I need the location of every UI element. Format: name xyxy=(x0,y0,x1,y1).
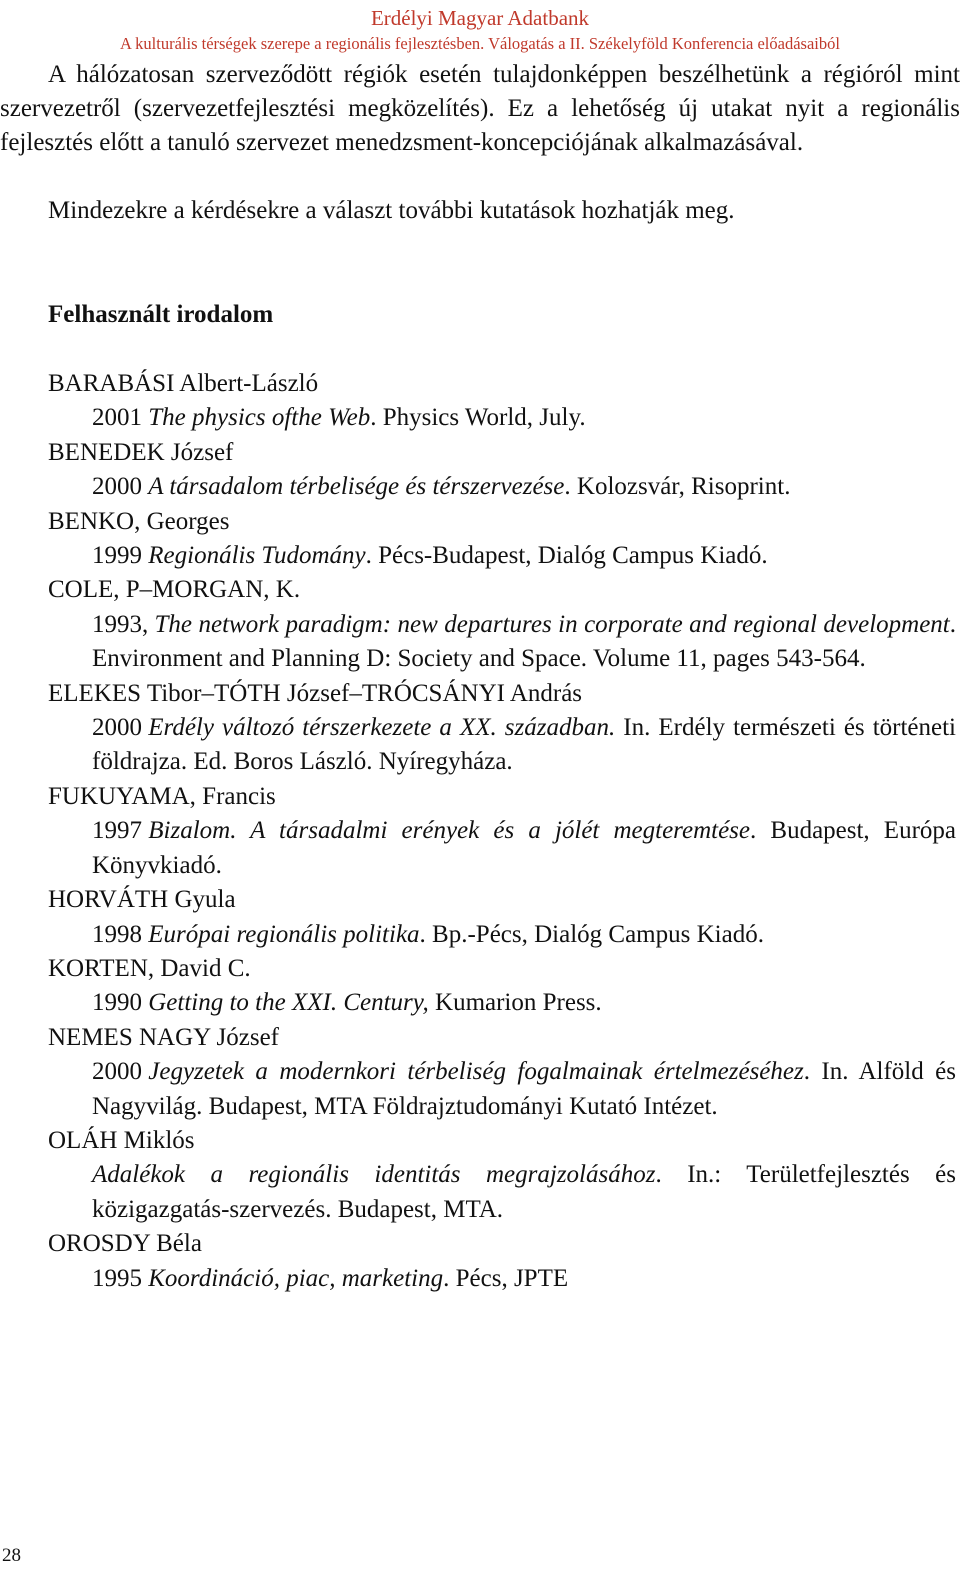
reference-year: 2000 xyxy=(92,714,142,742)
reference-title: Bizalom. A társadalmi erények és a jólét megteremtése xyxy=(148,817,751,845)
reference-year: 1993, xyxy=(92,610,149,638)
reference-details: In. Erdély természeti és történeti földrajza. Ed. Boros László. Nyíregyháza. xyxy=(92,714,956,776)
reference-author: NEMES NAGY József xyxy=(48,1023,279,1051)
reference-item xyxy=(0,780,960,883)
reference-year: 1990 xyxy=(92,989,142,1017)
body-paragraph: Mindezekre a kérdésekre a választ további kutatások hozhatják meg. xyxy=(48,197,735,224)
reference-body xyxy=(92,986,956,1020)
reference-author: HORVÁTH Gyula xyxy=(48,886,236,914)
reference-title: The physics ofthe Web xyxy=(148,404,371,432)
reference-year: 2001 xyxy=(92,404,142,432)
reference-details: . Budapest, Európa Könyvkiadó. xyxy=(92,817,956,879)
reference-details: . Kolozsvár, Risoprint. xyxy=(564,473,791,501)
reference-title: Koordináció, piac, marketing xyxy=(148,1264,444,1292)
reference-author: FUKUYAMA, Francis xyxy=(48,782,276,810)
reference-details: . Pécs-Budapest, Dialóg Campus Kiadó. xyxy=(365,542,768,570)
section-heading: Felhasznált irodalom xyxy=(48,301,274,328)
reference-author: OLÁH Miklós xyxy=(48,1126,195,1154)
reference-author: KORTEN, David C. xyxy=(48,954,251,982)
reference-body xyxy=(92,539,956,573)
reference-body xyxy=(92,1262,956,1296)
reference-author: BENKO, Georges xyxy=(48,507,230,535)
reference-item xyxy=(0,952,960,1021)
reference-item xyxy=(0,1124,960,1227)
reference-year: 1995 xyxy=(92,1264,142,1292)
reference-body xyxy=(92,918,956,952)
reference-details: . In. Alföld és Nagyvilág. Budapest, MTA Földrajztudományi Kutató Intézet. xyxy=(92,1058,956,1120)
reference-item xyxy=(0,367,960,436)
header-subtitle: A kulturális térségek szerepe a regionális fejlesztésben. Válogatás a II. Székelyföld Konferencia előadásaiból xyxy=(120,34,840,53)
reference-body xyxy=(92,401,956,435)
reference-body xyxy=(92,711,956,780)
reference-item xyxy=(0,1021,960,1124)
reference-year: 1997 xyxy=(92,817,142,845)
reference-author: OROSDY Béla xyxy=(48,1230,202,1258)
reference-item xyxy=(0,505,960,574)
reference-details: . Physics World, July. xyxy=(370,404,586,432)
reference-title: Erdély változó térszerkezete a XX. században. xyxy=(148,714,616,742)
reference-item xyxy=(0,436,960,505)
reference-details: . Pécs, JPTE xyxy=(443,1264,569,1292)
reference-body xyxy=(92,1055,956,1124)
reference-details: . In.: Területfejlesztés és közigazgatás-szervezés. Budapest, MTA. xyxy=(92,1161,956,1223)
reference-year: 1998 xyxy=(92,920,142,948)
reference-author: BENEDEK József xyxy=(48,438,234,466)
reference-body xyxy=(92,814,956,883)
reference-list xyxy=(0,367,960,1296)
reference-item xyxy=(0,677,960,780)
reference-title: Jegyzetek a modernkori térbeliség fogalmainak értelmezéséhez xyxy=(148,1058,804,1086)
reference-body xyxy=(92,470,956,504)
reference-item xyxy=(0,573,960,676)
reference-title: Európai regionális politika xyxy=(148,920,420,948)
reference-year: 2000 xyxy=(92,1058,142,1086)
reference-body xyxy=(92,608,956,677)
reference-item xyxy=(0,1227,960,1296)
reference-title: Getting to the XXI. Century, xyxy=(148,989,429,1017)
reference-details: . Environment and Planning D: Society and Space. Volume 11, pages 543-564. xyxy=(92,610,956,673)
reference-title: The network paradigm: new departures in corporate and regional development xyxy=(154,610,950,638)
reference-title: Regionális Tudomány xyxy=(148,542,366,570)
reference-title: A társadalom térbelisége és térszervezése xyxy=(148,473,565,501)
reference-details: . Bp.-Pécs, Dialóg Campus Kiadó. xyxy=(419,920,764,948)
reference-year: 2000 xyxy=(92,473,142,501)
reference-body xyxy=(92,1158,956,1227)
reference-author: ELEKES Tibor–TÓTH József–TRÓCSÁNYI András xyxy=(48,679,583,707)
reference-title: Adalékok a regionális identitás megrajzolásához xyxy=(92,1161,656,1189)
reference-item xyxy=(0,883,960,952)
reference-details: Kumarion Press. xyxy=(428,989,602,1017)
page-number: 28 xyxy=(2,1545,21,1566)
reference-year: 1999 xyxy=(92,542,142,570)
reference-author: COLE, P–MORGAN, K. xyxy=(48,576,301,604)
body-paragraph: A hálózatosan szerveződött régiók esetén tulajdonképpen beszélhetünk a régióról mint szervezetről (szervezetfejlesztési megközelítés). Ez a lehetőség új utakat nyit a regionális fejlesztés előtt a tanuló szervezet menedzsment-koncepciójának alkalmazásával. xyxy=(0,61,960,156)
header-title: Erdélyi Magyar Adatbank xyxy=(370,6,590,30)
reference-author: BARABÁSI Albert-László xyxy=(48,370,319,397)
